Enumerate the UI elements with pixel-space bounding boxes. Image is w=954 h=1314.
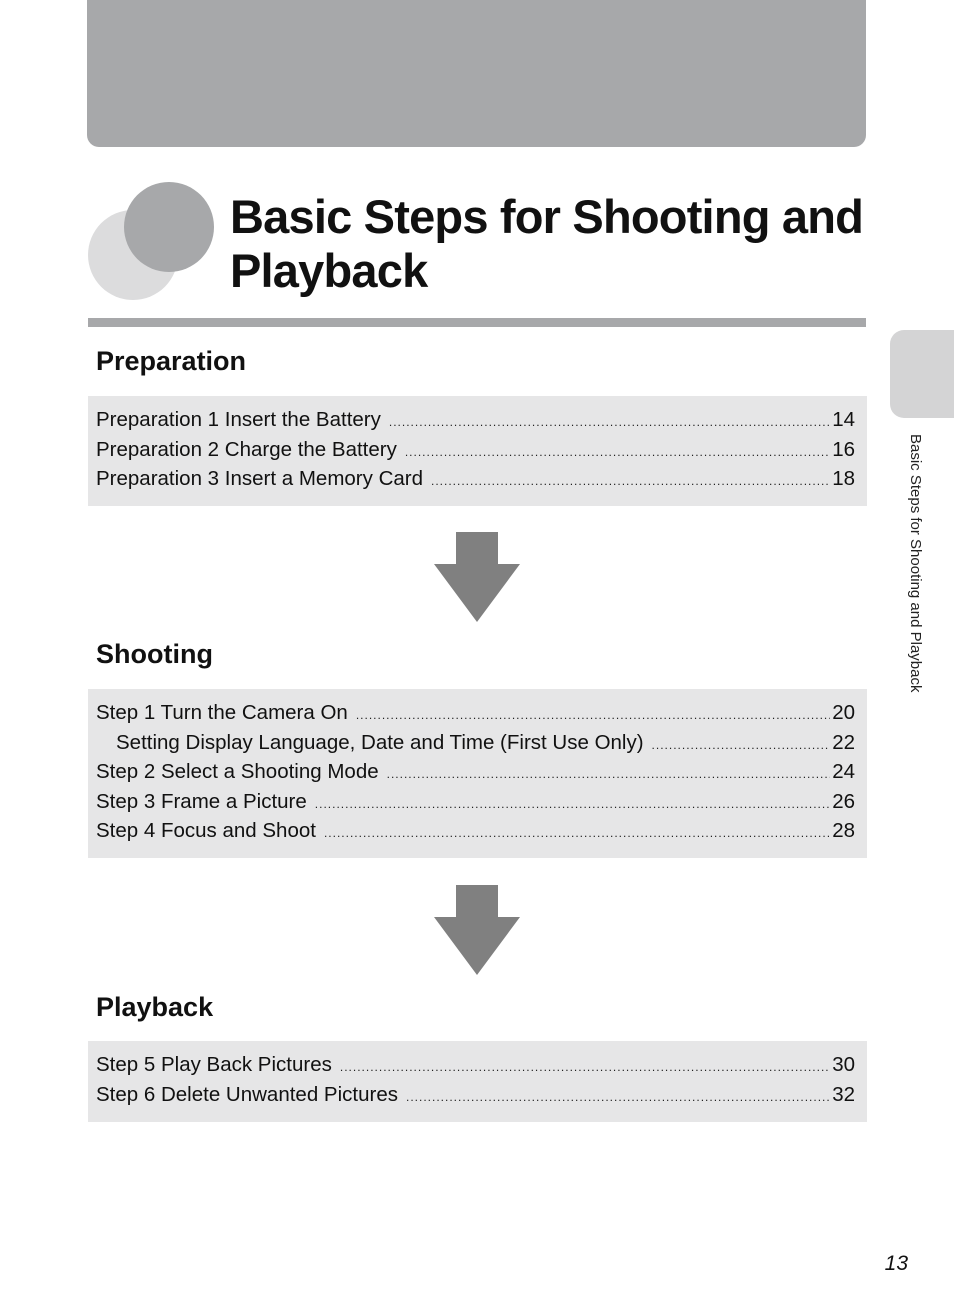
toc-entry[interactable] — [96, 408, 855, 438]
toc-leader-dots — [431, 474, 830, 488]
down-arrow-icon — [434, 885, 520, 975]
toc-entry-page: 16 — [832, 437, 855, 461]
side-tab-label: Basic Steps for Shooting and Playback — [907, 434, 924, 693]
circle-dark — [124, 182, 214, 272]
toc-entry-page: 30 — [832, 1053, 855, 1076]
toc-leader-dots — [387, 767, 831, 781]
toc-entry-page: 26 — [832, 789, 855, 813]
toc-entry-page: 24 — [832, 760, 855, 783]
toc-leader-dots — [340, 1060, 830, 1074]
toc-entry-label: Step 1 Turn the Camera On — [96, 701, 348, 724]
toc-entry[interactable] — [96, 467, 855, 497]
toc-entry[interactable] — [96, 438, 855, 468]
toc-leader-dots — [389, 415, 830, 429]
toc-entry[interactable] — [96, 1083, 855, 1113]
toc-entry[interactable] — [96, 760, 855, 790]
toc-leader-dots — [324, 826, 830, 840]
title-rule — [88, 318, 866, 327]
section-heading-preparation: Preparation — [96, 346, 247, 376]
toc-entry-page: 32 — [832, 1082, 855, 1106]
toc-entry-page: 28 — [832, 819, 855, 842]
toc-entry-label: Step 6 Delete Unwanted Pictures — [96, 1082, 398, 1106]
toc-box-preparation — [88, 396, 867, 506]
toc-entry[interactable] — [96, 1053, 855, 1083]
page-number: 13 — [884, 1252, 908, 1275]
toc-entry-label: Preparation 1 Insert the Battery — [96, 408, 381, 431]
toc-entry-label: Preparation 3 Insert a Memory Card — [96, 467, 423, 490]
toc-entry-page: 20 — [832, 701, 855, 724]
down-arrow-icon — [434, 532, 520, 622]
toc-entry-page: 14 — [832, 408, 855, 431]
toc-leader-dots — [405, 445, 830, 459]
side-tab — [890, 330, 954, 418]
toc-leader-dots — [652, 738, 831, 752]
toc-leader-dots — [356, 708, 830, 722]
section-heading-shooting: Shooting — [96, 639, 213, 669]
toc-entry-label: Setting Display Language, Date and Time (First Use Only) — [116, 730, 644, 754]
chapter-title: Basic Steps for Shooting and Playback — [230, 190, 864, 297]
toc-box-playback — [88, 1041, 867, 1122]
toc-entry-label: Step 4 Focus and Shoot — [96, 819, 316, 842]
toc-entry-label: Step 3 Frame a Picture — [96, 789, 307, 813]
toc-entry-page: 18 — [832, 467, 855, 490]
toc-box-shooting — [88, 689, 867, 858]
toc-leader-dots — [406, 1090, 830, 1104]
toc-entry[interactable] — [96, 819, 855, 849]
toc-entry-page: 22 — [832, 730, 855, 754]
toc-entry-sub[interactable] — [96, 731, 855, 761]
toc-leader-dots — [315, 797, 830, 811]
toc-entry-label: Step 5 Play Back Pictures — [96, 1053, 332, 1076]
toc-entry[interactable] — [96, 790, 855, 820]
toc-entry-label: Step 2 Select a Shooting Mode — [96, 760, 379, 783]
toc-entry[interactable] — [96, 701, 855, 731]
section-heading-playback: Playback — [96, 992, 214, 1022]
header-band — [87, 0, 866, 147]
toc-entry-label: Preparation 2 Charge the Battery — [96, 437, 397, 461]
